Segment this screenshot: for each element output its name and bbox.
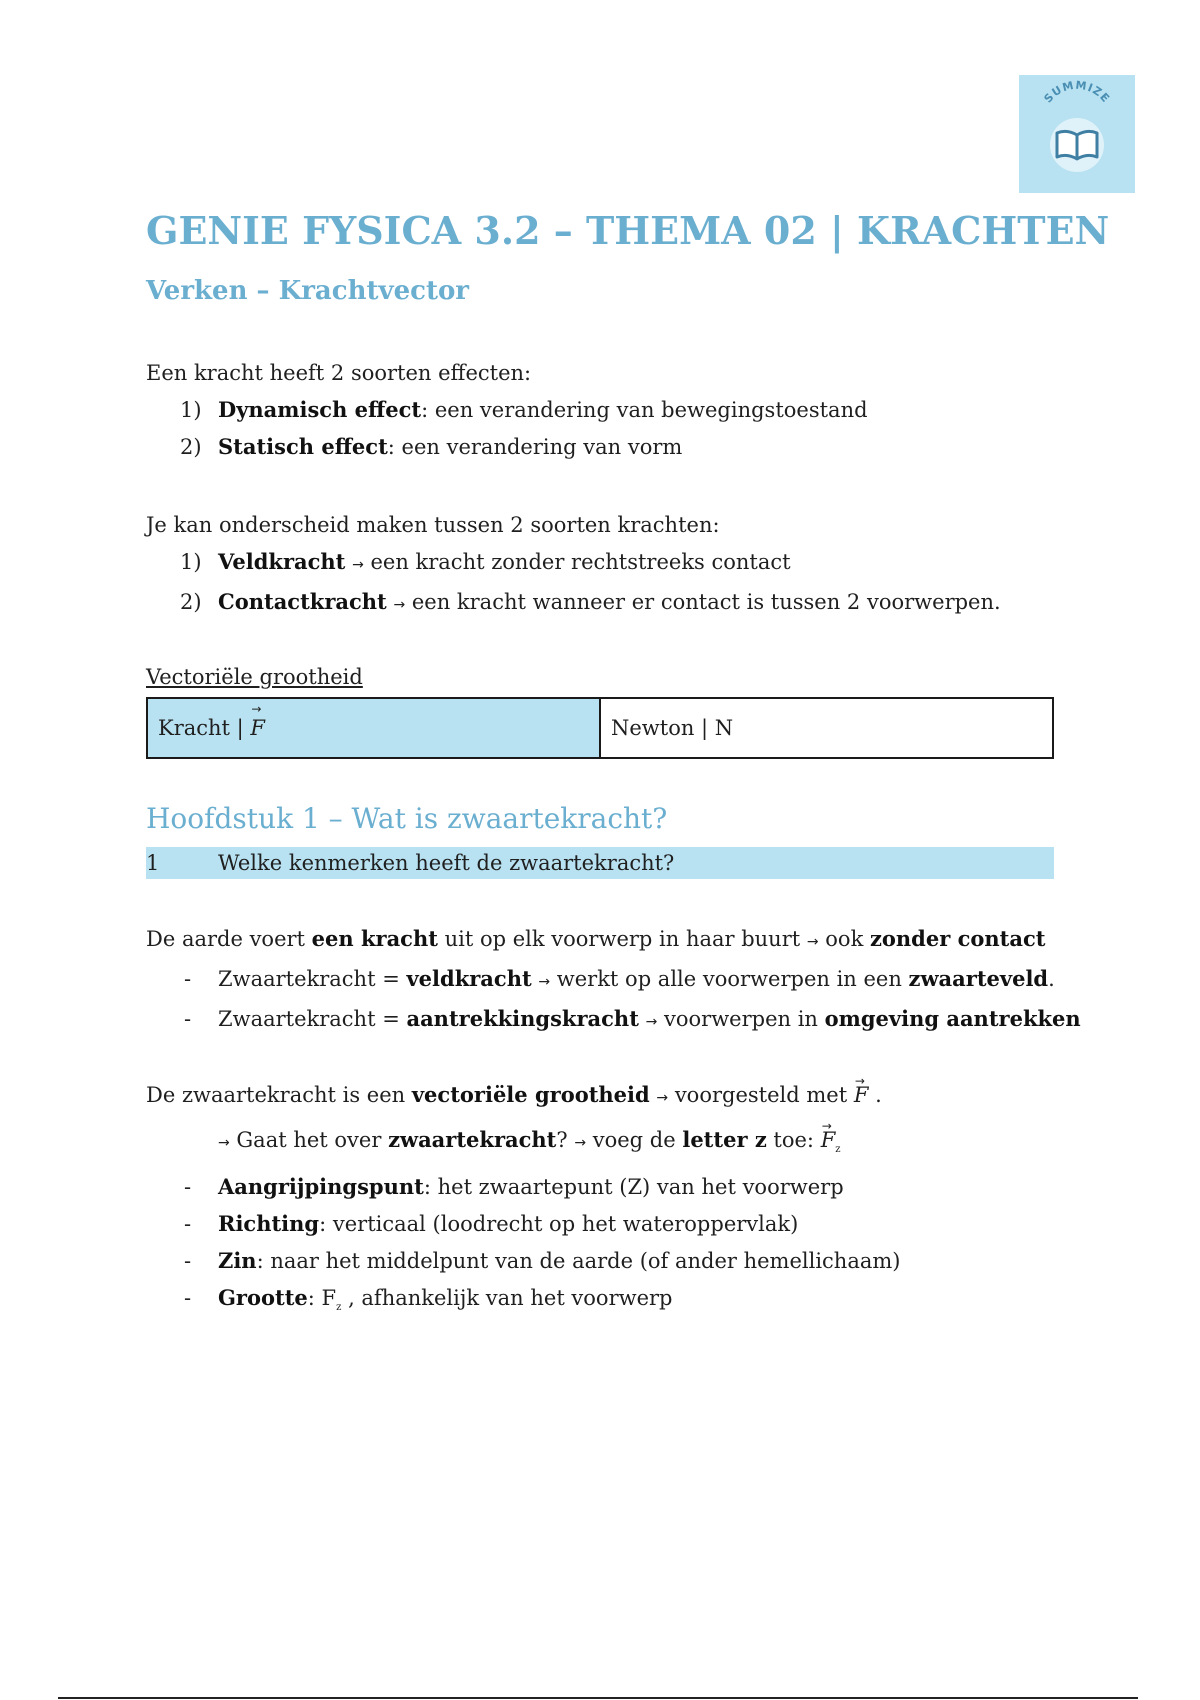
list-item: 1) Veldkracht → een kracht zonder rechtstreeks contact (180, 549, 791, 574)
arrow-icon: → (538, 974, 551, 990)
list-item: 1) Dynamisch effect: een verandering van bewegingstoestand (180, 397, 868, 422)
logo-text: SUMMIZE (1041, 78, 1113, 106)
list-item: - Zwaartekracht = aantrekkingskracht → voorwerpen in omgeving aantrekken (184, 1006, 1081, 1031)
forces-list (146, 549, 1001, 618)
question-bar (146, 847, 1054, 879)
forces-intro: Je kan onderscheid maken tussen 2 soorten krachten: (146, 513, 720, 537)
effects-intro: Een kracht heeft 2 soorten effecten: (146, 361, 532, 385)
list-item: - Zin: naar het middelpunt van de aarde (of ander hemellichaam) (184, 1248, 901, 1274)
question-text: Welke kenmerken heeft de zwaartekracht? (218, 851, 675, 875)
vector-unit-cell: Newton | N (600, 698, 1053, 758)
vector-intro: De zwaartekracht is een vectoriële grootheid → voorgesteld met → F . (146, 1082, 900, 1111)
vector-label: Vectoriële grootheid (146, 665, 363, 689)
gravity-list (146, 966, 1081, 1035)
arrow-icon: → (806, 934, 819, 950)
page-subtitle: Verken – Krachtvector (146, 276, 470, 306)
gravity-section (146, 926, 1081, 1035)
vector-section (146, 1082, 900, 1321)
forces-section (146, 512, 1001, 618)
gravity-letter-note: → Gaat het over zwaartekracht? → voeg de letter z toe: → $F_z$ (146, 1127, 900, 1163)
list-item: - Aangrijpingspunt: het zwaartepunt (Z) van het voorwerp (184, 1174, 844, 1200)
open-book-icon (1019, 75, 1135, 193)
page-title: GENIE FYSICA 3.2 – THEMA 02 | KRACHTEN (146, 208, 1110, 253)
gravity-intro: De aarde voert een kracht uit op elk voorwerp in haar buurt → ook zonder contact (146, 926, 1046, 951)
chapter-heading: Hoofdstuk 1 – Wat is zwaartekracht? (146, 802, 668, 835)
arrow-icon: → (352, 557, 364, 573)
question-number: 1 (146, 851, 160, 875)
vector-index: z (835, 1144, 841, 1156)
list-item: - Grootte: $F_z$ , afhankelijk van het voorwerp (184, 1285, 673, 1314)
arrow-icon: → (645, 1014, 658, 1030)
list-item: 2) Statisch effect: een verandering van vorm (180, 434, 683, 459)
arrow-icon: → (574, 1135, 587, 1151)
list-item: 2) Contactkracht → een kracht wanneer er contact is tussen 2 voorwerpen. (180, 589, 1001, 614)
vector-quantity-cell: Kracht | → F (147, 698, 600, 758)
properties-list (146, 1174, 900, 1321)
list-item: - Zwaartekracht = veldkracht → werkt op alle voorwerpen in een zwaarteveld. (184, 966, 1055, 991)
svg-text:SUMMIZE (1041, 79, 1112, 106)
vector-symbol: → F (250, 716, 265, 740)
arrow-icon: → (218, 1135, 230, 1151)
vector-symbol: → F (821, 1127, 836, 1153)
arrow-icon: → (656, 1090, 669, 1106)
vector-symbol: → F (854, 1082, 869, 1108)
vector-table (146, 697, 1054, 759)
footer-divider (58, 1697, 1138, 1699)
effects-list (146, 397, 868, 460)
effects-section (146, 360, 868, 460)
summize-logo (1019, 75, 1135, 193)
arrow-icon: → (393, 597, 406, 613)
list-item: - Richting: verticaal (loodrecht op het wateroppervlak) (184, 1211, 799, 1237)
